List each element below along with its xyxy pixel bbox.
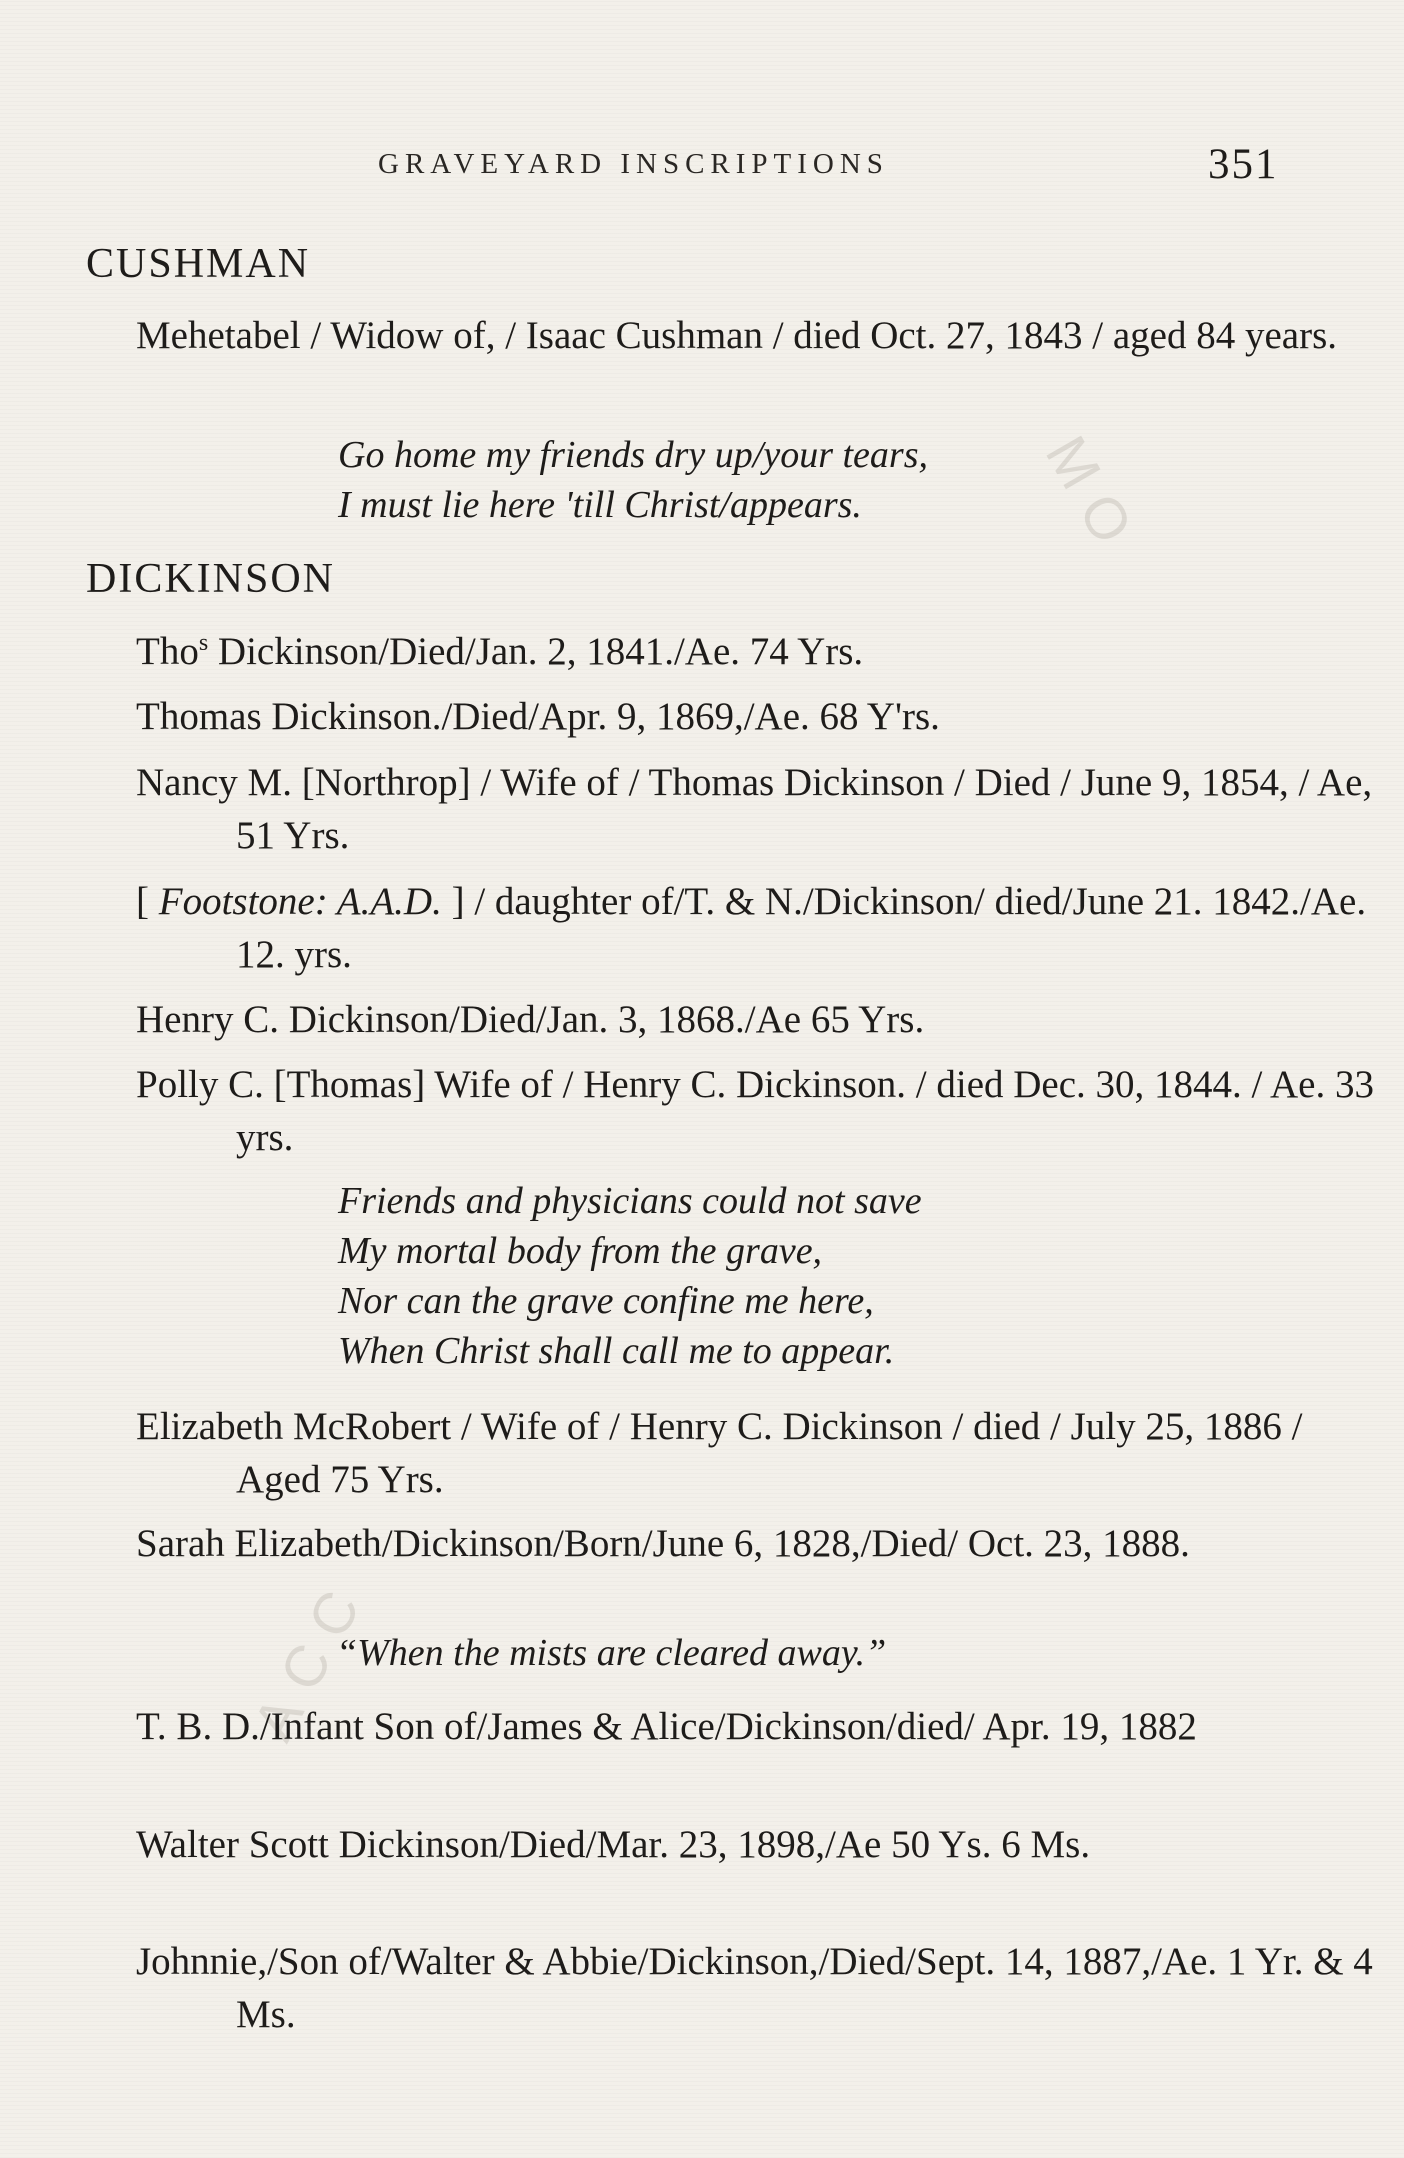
inscription-entry: Henry C. Dickinson/Died/Jan. 3, 1868./Ae 65 Yrs. <box>136 998 925 1041</box>
epitaph-verse <box>338 430 928 530</box>
entry-text: Dickinson/Died/Jan. 2, 1841./Ae. 74 Yrs. <box>208 630 864 673</box>
entry-text: [ <box>136 880 159 923</box>
entry-text: Tho <box>136 630 199 673</box>
epitaph-verse <box>338 1176 922 1376</box>
superscript: s <box>198 630 209 656</box>
inscription-entry: Elizabeth McRobert / Wife of / Henry C. Dickinson / died / July 25, 1886 / Aged 75 Yrs. <box>136 1405 1303 1501</box>
surname-heading-dickinson: DICKINSON <box>86 556 335 602</box>
inscription-entry: Polly C. [Thomas] Wife of / Henry C. Dickinson. / died Dec. 30, 1844. / Ae. 33 yrs. <box>136 1063 1374 1159</box>
verse-line: Go home my friends dry up/your tears, <box>338 434 928 476</box>
watermark-top: MO <box>1032 425 1154 571</box>
footstone-label: Footstone: A.A.D. <box>158 880 442 923</box>
verse-line: Nor can the grave confine me here, <box>338 1280 874 1322</box>
watermark-bottom: ACC <box>240 1564 382 1751</box>
inscription-entry: Sarah Elizabeth/Dickinson/Born/June 6, 1828,/Died/ Oct. 23, 1888. <box>136 1522 1190 1565</box>
inscription-entry: Nancy M. [Northrop] / Wife of / Thomas Dickinson / Died / June 9, 1854, / Ae, 51 Yrs. <box>136 761 1373 857</box>
verse-line: When Christ shall call me to appear. <box>338 1330 895 1372</box>
verse-line: I must lie here 'till Christ/appears. <box>338 484 862 526</box>
verse-line: “When the mists are cleared away.” <box>336 1632 887 1674</box>
surname-heading-cushman: CUSHMAN <box>86 241 311 287</box>
running-head: GRAVEYARD INSCRIPTIONS <box>378 148 889 180</box>
inscription-entry: Thomas Dickinson./Died/Apr. 9, 1869,/Ae. 68 Y'rs. <box>136 695 940 738</box>
inscription-entry: Mehetabel / Widow of, / Isaac Cushman / died Oct. 27, 1843 / aged 84 years. <box>136 314 1338 357</box>
inscription-entry: Johnnie,/Son of/Walter & Abbie/Dickinson,/Died/Sept. 14, 1887,/Ae. 1 Yr. & 4 Ms. <box>136 1940 1373 2036</box>
verse-line: My mortal body from the grave, <box>338 1230 823 1272</box>
inscription-entry <box>136 625 1386 678</box>
page-number: 351 <box>1208 141 1279 188</box>
inscription-entry: T. B. D./Infant Son of/James & Alice/Dickinson/died/ Apr. 19, 1882 <box>136 1705 1197 1748</box>
verse-line: Friends and physicians could not save <box>338 1180 922 1222</box>
entry-text: ] / daughter of/T. & N./Dickinson/ died/June 21. 1842./Ae. 12. yrs. <box>236 880 1367 976</box>
inscription-entry <box>136 875 1386 981</box>
inscription-entry: Walter Scott Dickinson/Died/Mar. 23, 1898,/Ae 50 Ys. 6 Ms. <box>136 1823 1091 1866</box>
epitaph-verse <box>336 1628 886 1678</box>
